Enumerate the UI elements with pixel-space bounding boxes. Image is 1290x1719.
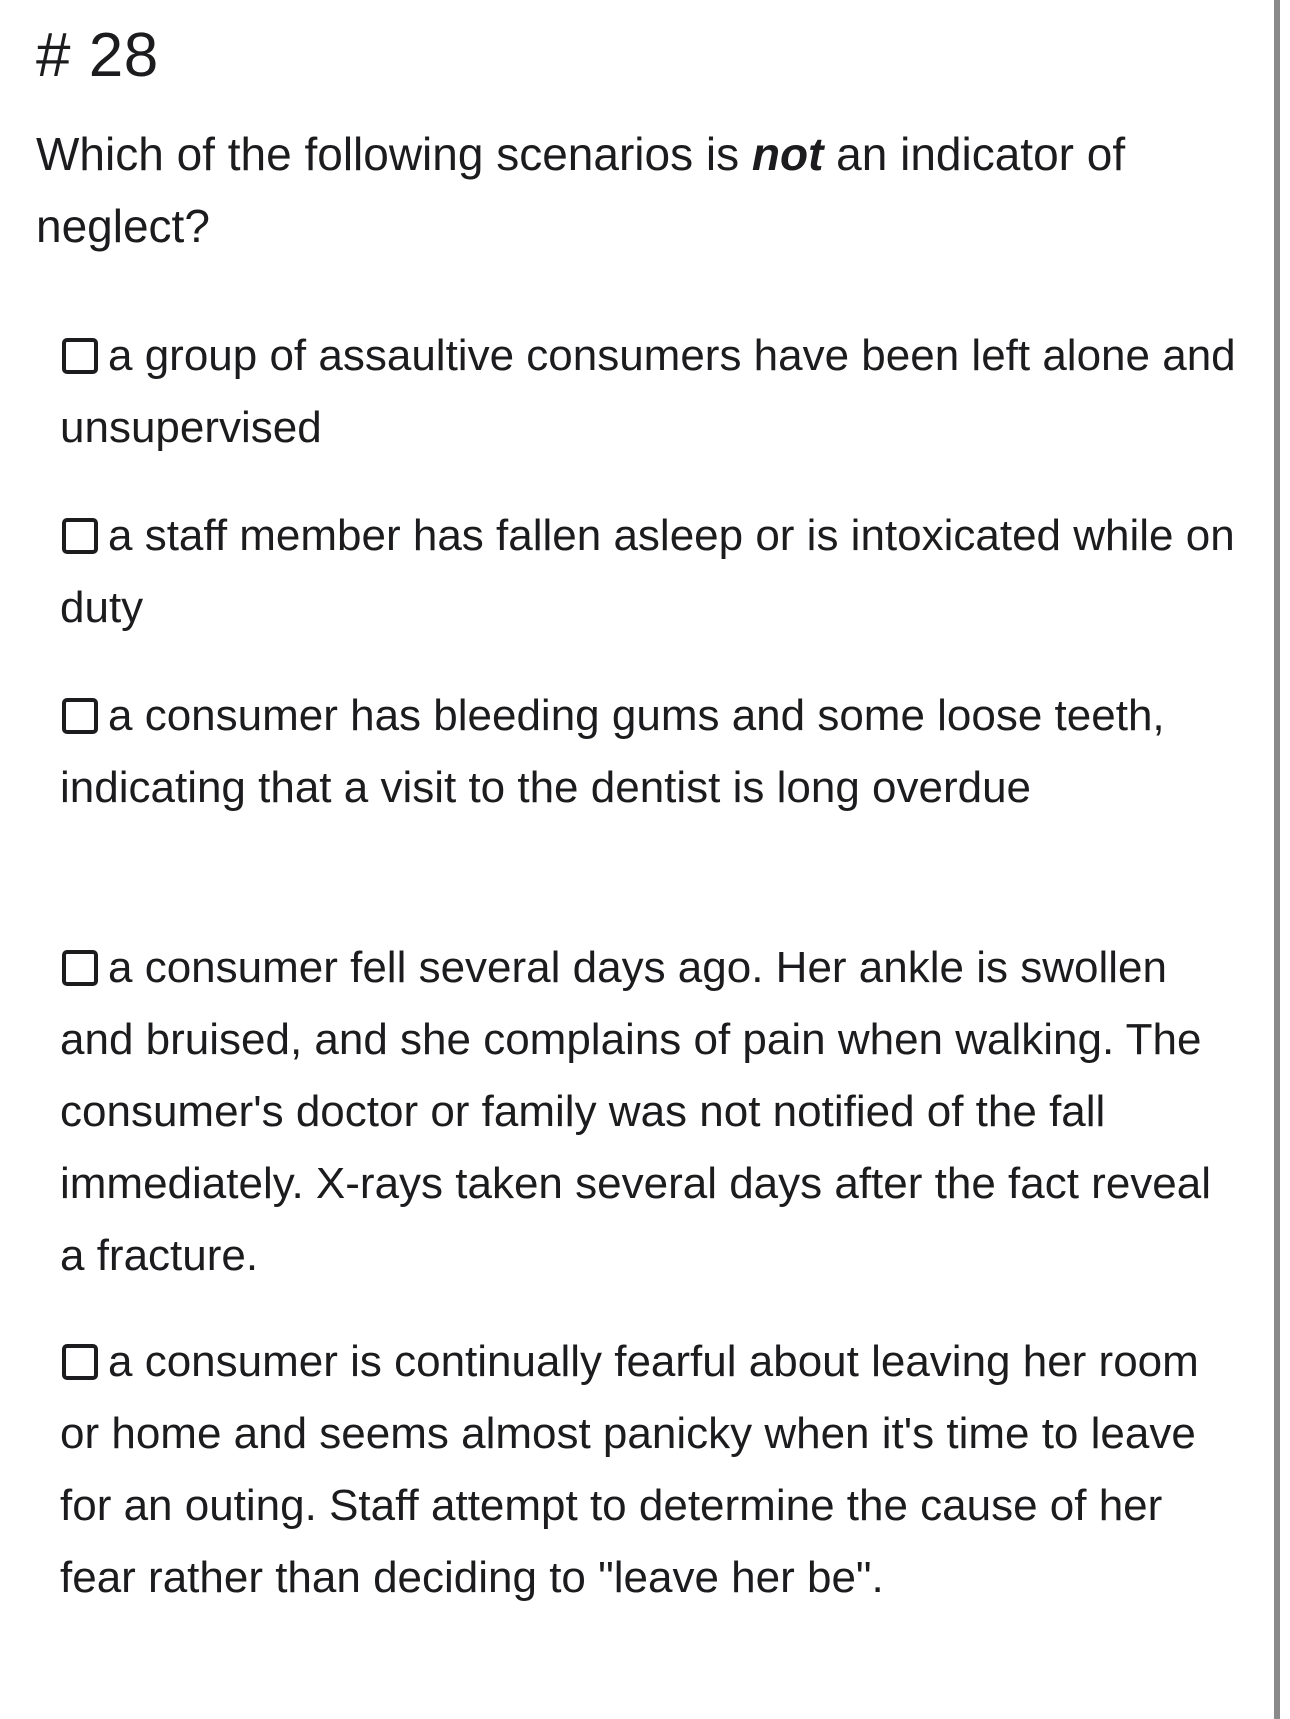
answer-option-label: a consumer has bleeding gums and some loose teeth, indicating that a visit to the dentist is long overdue [60,691,1165,812]
question-number: # 28 [36,21,159,90]
checkbox-icon[interactable] [62,338,98,374]
answer-option-label: a consumer fell several days ago. Her ankle is swollen and bruised, and she complains of pain when walking. The consumer's doctor or family was not notified of the fall immediately. X-rays taken several days after the fact reveal a fracture. [60,943,1212,1280]
answer-option[interactable] [60,1326,1240,1614]
answer-option-label: a consumer is continually fearful about leaving her room or home and seems almost panicky when it's time to leave for an outing. Staff attempt to determine the cause of her fear rather than deciding to "leave her be". [60,1337,1199,1602]
question-text [36,118,1236,262]
answer-option-label: a group of assaultive consumers have been left alone and unsupervised [60,331,1236,452]
answer-option[interactable] [60,680,1240,824]
answer-option-label: a staff member has fallen asleep or is intoxicated while on duty [60,511,1235,632]
checkbox-icon[interactable] [62,1344,98,1380]
checkbox-icon[interactable] [62,518,98,554]
answer-option[interactable] [60,932,1240,1292]
scrollbar[interactable] [1274,0,1280,1719]
answer-option[interactable] [60,320,1240,464]
checkbox-icon[interactable] [62,950,98,986]
answer-option[interactable] [60,500,1240,644]
checkbox-icon[interactable] [62,698,98,734]
question-prefix: Which of the following scenarios is [36,128,752,180]
question-emphasis: not [751,128,824,180]
question-suffix: an indicator of neglect? [36,128,1126,252]
